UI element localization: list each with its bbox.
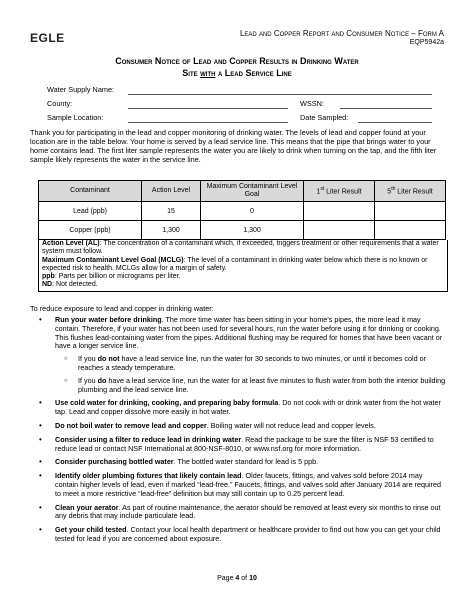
list-item [30,399,446,417]
sub-list-item [55,355,446,373]
bullet-icon: • [39,471,42,481]
def-ppb-term: ppb [42,273,55,281]
def-al-text: : The concentration of a contaminant which, if exceeded, triggers treatment or other requirements that a water system must follow. [42,240,439,256]
page-number-mid: of [239,575,250,582]
sample-location-input[interactable] [128,122,288,123]
def-ppb-text: : Parts per billion or micrograms per liter. [54,273,181,281]
circle-bullet-icon: ○ [64,377,68,384]
cell-fifth-liter-result[interactable] [375,221,446,240]
list-item [30,422,446,431]
sub-list-item [55,377,446,395]
tip-text: . Contact your local health department or healthcare provider to find out how you can get your child tested for lead if you are concerned about exposure. [55,525,441,543]
results-table [38,180,446,240]
def-nd-text: : Not detected. [52,281,98,289]
page-title [0,55,474,79]
cell-fifth-liter-result[interactable] [375,202,446,221]
reduce-heading: To reduce exposure to lead and copper in drinking water: [30,304,214,313]
cell-action-level: 1,300 [142,221,201,240]
sample-location-label: Sample Location: [47,113,104,122]
page-number [0,575,474,582]
egle-logo: EGLE [30,31,65,45]
tip-title: Clean your aerator [55,502,119,512]
tip-title: Identify older plumbing fixtures that likely contain lead [55,471,242,481]
bullet-icon: • [39,457,42,467]
first-liter-rest: Liter Result [324,188,362,196]
tip-text: . Boiling water will not reduce lead and copper levels. [206,420,376,430]
list-item [30,504,446,522]
header-action-level: Action Level [142,181,201,202]
title-line-2-post: a Lead Service Line [215,68,292,78]
tip-text: . Do not cook with or drink water from the hot water tap. Lead and copper dissolve more easily in hot water. [55,398,441,417]
tip-title: Get your child tested [55,525,127,535]
wssn-input[interactable] [340,108,432,109]
cell-contaminant: Lead (ppb) [39,202,142,221]
title-line-1: Consumer Notice of Lead and Copper Results in Drinking Water [115,56,359,66]
def-nd-term: ND [42,281,53,289]
def-mclg-term: Maximum Contaminant Level Goal (MCLG) [42,256,184,264]
def-mclg-text: : The level of a contaminant in drinking water below which there is no known or expected risk to health. MCLGs allow for a margin of safety. [42,256,428,272]
tips-list [30,316,446,549]
tip-text: . As part of routine maintenance, the aerator should be removed at least every six months to rinse out any debris that may include particulate lead. [55,502,441,521]
bullet-icon: • [39,398,42,408]
list-item [30,436,446,454]
county-label: County: [47,99,73,108]
fifth-liter-rest: Liter Result [395,188,433,196]
tip-text: . The more time water has been sitting in your home’s pipes, the more lead it may contain. Therefore, if your water has not been used for several hours, run the water before using it for drinking or cooking. This flushes lead-containing water from the pipes. Additional flushing may be required for homes that have been vacant or have a longer service line. [55,315,443,351]
table-row [39,202,446,221]
tip-title: Do not boil water to remove lead and copper [55,420,207,430]
first-liter-sup: st [320,186,325,193]
fifth-liter-num: 5 [387,188,392,196]
sub-text-pre: If you [78,354,98,364]
water-supply-input[interactable] [128,94,432,95]
tip-text: . The bottled water standard for lead is 5 ppb. [173,457,319,467]
date-sampled-label: Date Sampled: [300,113,349,122]
list-item [30,316,446,394]
cell-first-liter-result[interactable] [304,202,375,221]
title-line-2-pre: Site [182,68,201,78]
bullet-icon: • [39,502,42,512]
list-item [30,526,446,544]
page-total: 10 [249,575,257,582]
sub-text-pre: If you [78,375,98,385]
sub-text-bold: do [97,375,107,385]
wssn-label: WSSN: [300,99,324,108]
page-number-pre: Page [217,575,236,582]
tip-text: . Read the package to be sure the filter is NSF 53 certified to reduce lead or contact NSF International at 800-NSF-8010, or www.nsf.org for more information. [55,434,434,453]
date-sampled-input[interactable] [358,122,432,123]
def-action-level [42,240,444,257]
intro-paragraph: Thank you for participating in the lead and copper monitoring of drinking water. The levels of lead and copper found at your location are in the table below. Your home is served by a lead service line. This means that the pipe that brings water to your home contains lead. The first liter sample represents the water you are likely to drink when turning on the tap, and the fifth liter sample likely represents the water in the service line. [30,128,437,164]
form-header-title: Lead and Copper Report and Consumer Notice – Form A [239,29,444,38]
tip-title: Consider using a filter to reduce lead in drinking water [55,434,242,444]
cell-mclg: 1,300 [201,221,304,240]
sub-text-bold: do not [97,354,120,364]
form-code: EQP5942a [409,39,444,46]
tip-title: Use cold water for drinking, cooking, and preparing baby formula [55,398,279,408]
header-mclg: Maximum Contaminant Level Goal [201,181,304,202]
bullet-icon: • [39,420,42,430]
title-line-2-with: with [200,68,216,78]
circle-bullet-icon: ○ [64,356,68,363]
fifth-liter-sup: th [391,186,396,193]
title-line-2 [0,67,474,79]
header-contaminant: Contaminant [39,181,142,202]
table-row [39,221,446,240]
cell-first-liter-result[interactable] [304,221,375,240]
def-mclg [42,257,444,274]
bullet-icon: • [39,315,42,324]
tip-title: Consider purchasing bottled water [55,457,174,467]
sub-text-post: have a lead service line, run the water for at least five minutes to flush water from both the interior building plumbing and the lead service line. [78,375,446,394]
bullet-icon: • [39,525,42,535]
def-ppb [42,273,444,281]
cell-mclg: 0 [201,202,304,221]
list-item [30,458,446,467]
header-fifth-liter [375,181,446,202]
first-liter-num: 1 [316,188,321,196]
tip-text: . Older faucets, fittings, and valves sold before 2014 may contain higher levels of lead, even if marked “lead-free.” Faucets, fittings, and valves sold after January 2014 are required to meet a more restrictive “lead-free” definition but may still contain up to 0.25 percent lead. [55,471,441,498]
def-al-term: Action Level (AL) [42,240,100,247]
cell-contaminant: Copper (ppb) [39,221,142,240]
water-supply-label: Water Supply Name: [47,85,115,94]
cell-action-level: 15 [142,202,201,221]
def-nd [42,281,444,289]
sub-list [55,355,446,394]
table-header-row [39,181,446,202]
county-input[interactable] [128,108,288,109]
bullet-icon: • [39,434,42,444]
definitions-box [38,240,448,292]
list-item [30,472,446,498]
sub-text-post: have a lead service line, run the water for 30 seconds to two minutes, or until it becomes cold or reaches a steady temperature. [78,354,426,372]
tip-title: Run your water before drinking [55,315,162,324]
header-first-liter [304,181,375,202]
page-current: 4 [235,575,240,582]
